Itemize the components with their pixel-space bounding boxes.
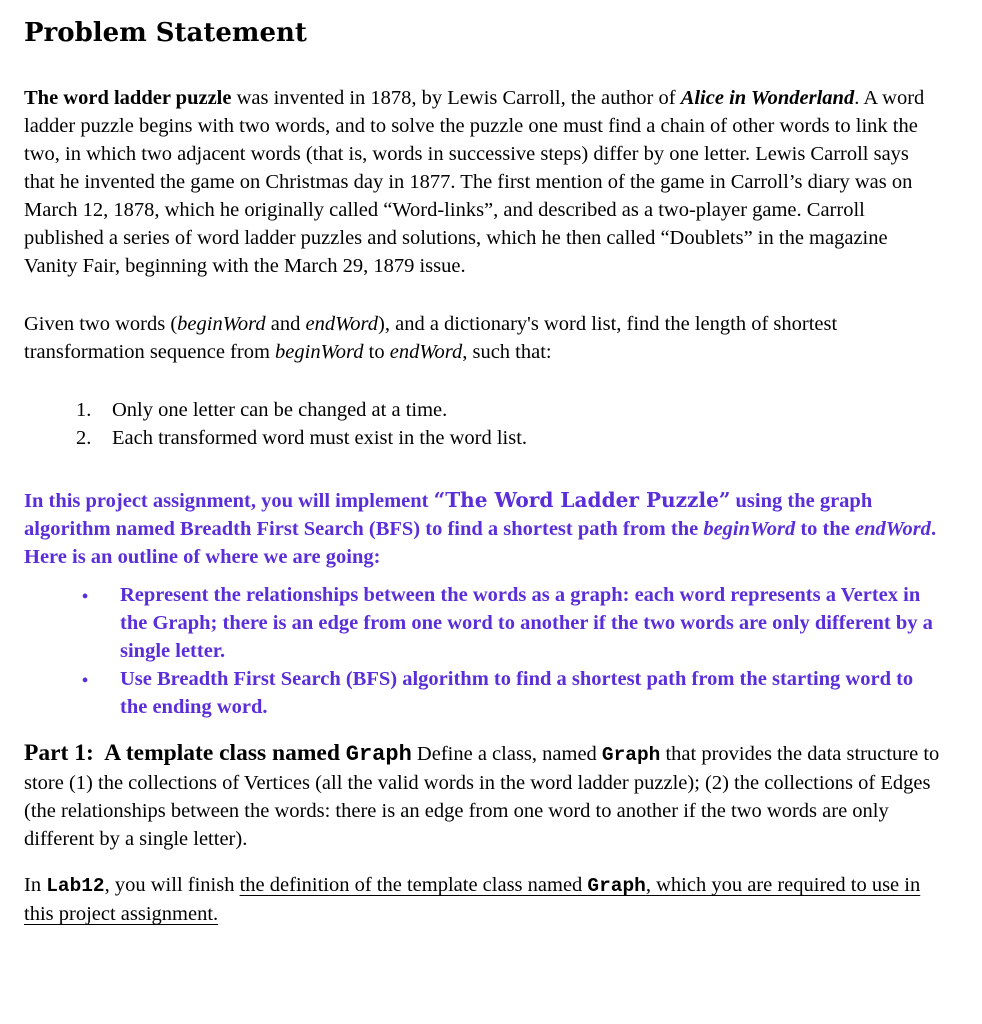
given-text: and bbox=[265, 313, 306, 335]
assignment-text: to the bbox=[795, 518, 855, 540]
begin-word-term: beginWord bbox=[275, 341, 364, 363]
page-title: Problem Statement bbox=[24, 18, 307, 48]
assignment-goals-list bbox=[24, 581, 944, 721]
end-word-term: endWord bbox=[305, 313, 379, 335]
intro-text-rest: . A word ladder puzzle begins with two words, and to solve the puzzle one must find a chain of other words to link the two, in which two adjacent words (that is, words in successive steps) differ by one letter. Lewis Carroll says that he invented the game on Christmas day in 1877. The first mention of the game in Carroll’s diary was on March 12, 1878, which he originally called “Word-links”, and described as a two-player game. Carroll published a series of word ladder puzzles and solutions, which he then called “Doublets” in the magazine Vanity Fair, beginning with the March 29, 1879 issue. bbox=[24, 87, 925, 277]
end-word-term: endWord bbox=[855, 518, 931, 540]
part1-heading-text: Part 1: A template class named bbox=[24, 740, 346, 766]
assignment-puzzle-title: “The Word Ladder Puzzle” bbox=[433, 488, 731, 512]
given-text: , such that: bbox=[462, 341, 552, 363]
graph-class-name: Graph bbox=[601, 744, 661, 766]
goal-item: • Represent the relationships between the words as a graph: each word represents a Vertex in the Graph; there is an edge from one word to another if the two words are only different by a single letter. bbox=[82, 581, 944, 665]
part1-paragraph bbox=[24, 739, 944, 853]
book-title: Alice in Wonderland bbox=[680, 87, 855, 109]
intro-paragraph bbox=[24, 84, 944, 280]
lab-note-text: , you will finish bbox=[104, 874, 240, 896]
assignment-text: using the graph algorithm named Breadth First Search (BFS) to find a shortest path from the bbox=[24, 490, 873, 540]
lab-note-underlined-text: , which you are required to use in this project assignment. bbox=[24, 874, 921, 925]
graph-class-name: Graph bbox=[587, 875, 646, 897]
given-text: ), and a dictionary's word list, find the length of shortest transformation sequence from bbox=[24, 313, 838, 363]
assignment-intro-paragraph bbox=[24, 486, 944, 571]
rules-list bbox=[24, 396, 944, 452]
part1-heading bbox=[24, 740, 412, 766]
given-text: Given two words ( bbox=[24, 313, 178, 335]
goal-item: • Use Breadth First Search (BFS) algorithm to find a shortest path from the starting word to the ending word. bbox=[82, 665, 944, 721]
begin-word-term: beginWord bbox=[177, 313, 266, 335]
given-text: to bbox=[363, 341, 390, 363]
assignment-text: . Here is an outline of where we are going: bbox=[24, 518, 937, 568]
lead-bold-phrase: The word ladder puzzle bbox=[24, 87, 232, 109]
rule-item: Each transformed word must exist in the word list. bbox=[112, 427, 528, 449]
assignment-text: In this project assignment, you will implement bbox=[24, 490, 434, 512]
problem-definition-paragraph bbox=[24, 310, 944, 366]
lab-note-underlined-text: the definition of the template class named bbox=[239, 874, 588, 896]
intro-text: was invented in 1878, by Lewis Carroll, the author of bbox=[231, 87, 681, 109]
rule-item: Only one letter can be changed at a time. bbox=[112, 399, 448, 421]
end-word-term: endWord bbox=[389, 341, 463, 363]
part1-body-text: that provides the data structure to store (1) the collections of Vertices (all the valid words in the word ladder puzzle); (2) the collections of Edges (the relationships between the words: there is an edge from one word to another if the two words are only different by a single letter). bbox=[24, 743, 940, 850]
lab12-code: Lab12 bbox=[46, 875, 105, 897]
begin-word-term: beginWord bbox=[703, 518, 796, 540]
part1-body-text: Define a class, named bbox=[411, 743, 602, 765]
graph-class-name: Graph bbox=[345, 742, 412, 767]
lab-note-paragraph bbox=[24, 871, 944, 928]
lab-note-text: In bbox=[24, 874, 47, 896]
